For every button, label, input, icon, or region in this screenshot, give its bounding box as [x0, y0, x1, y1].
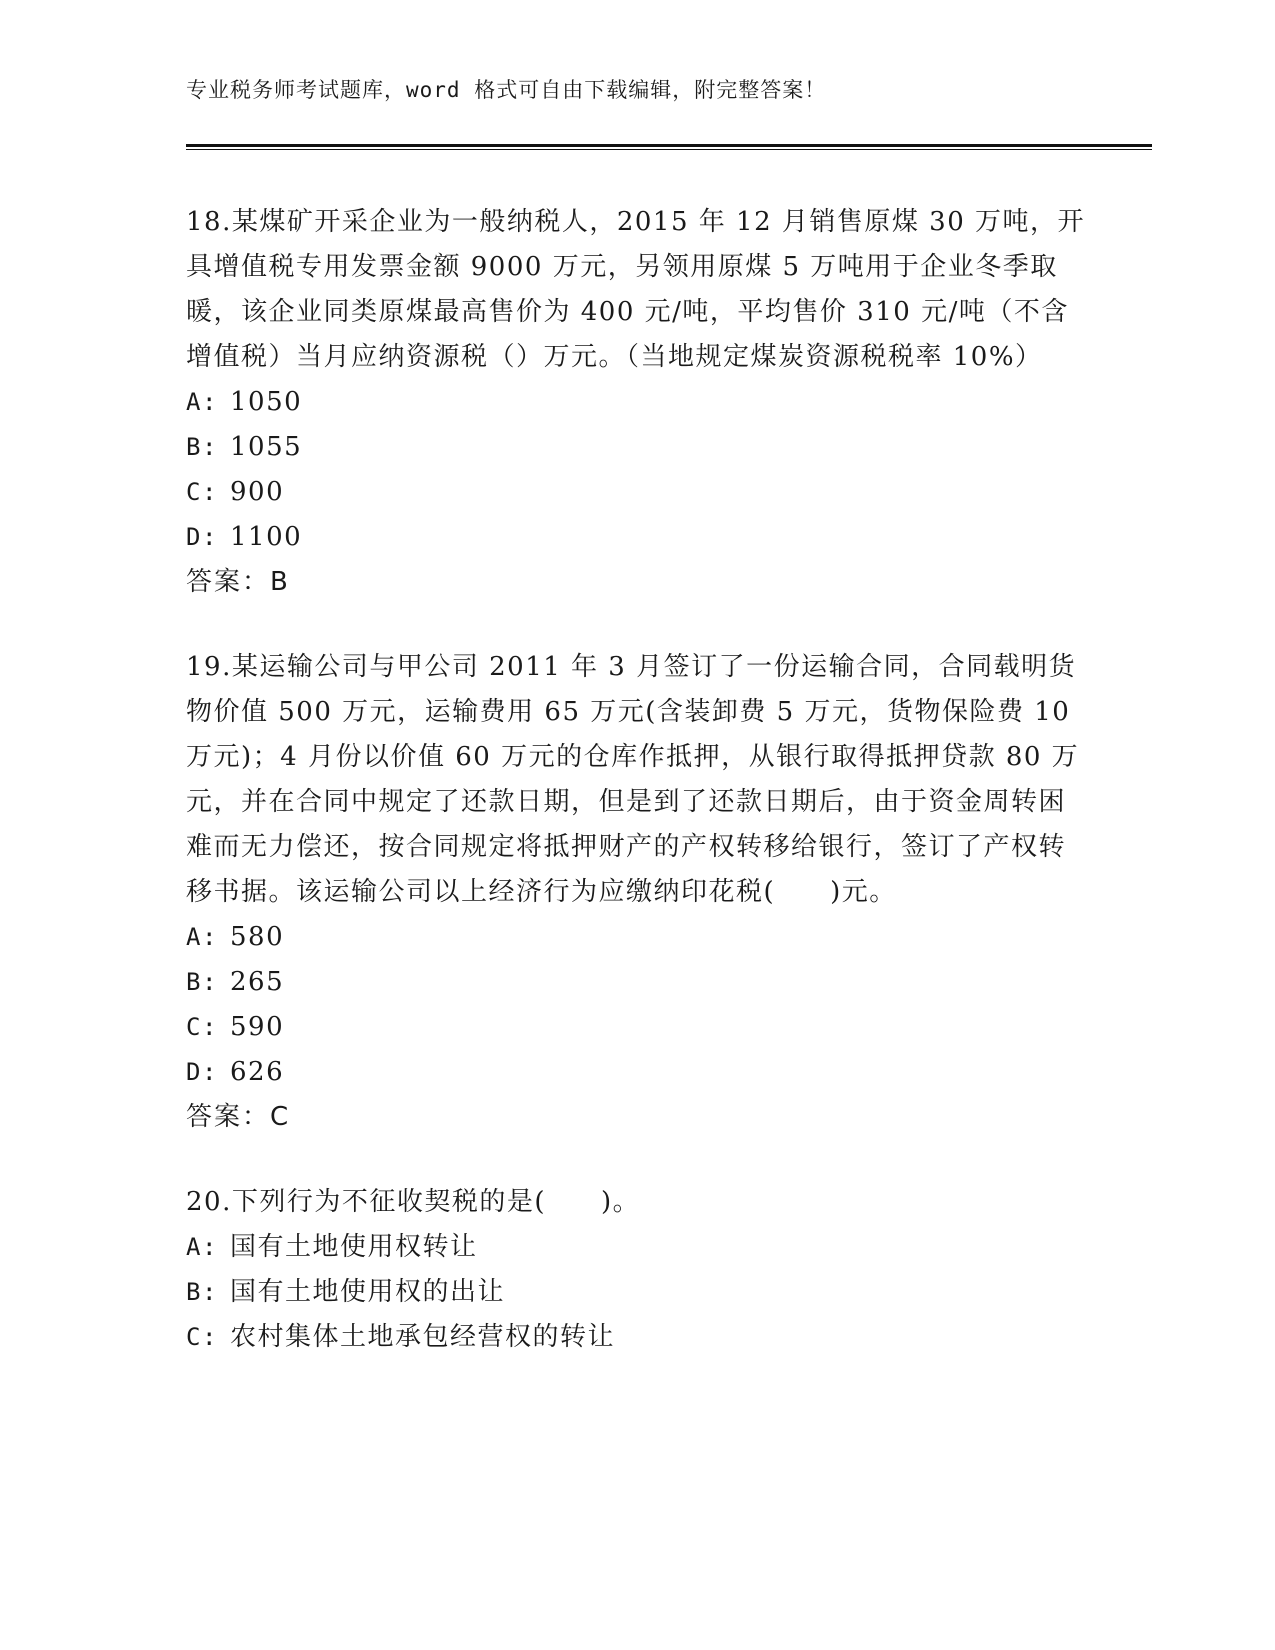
option-value: 1100: [230, 522, 303, 552]
option-letter: A:: [186, 923, 218, 951]
header-divider-thin: [186, 149, 1152, 150]
option-value: 580: [230, 922, 285, 952]
question-text: 19.某运输公司与甲公司 2011 年 3 月签订了一份运输合同，合同载明货物价值 500 万元，运输费用 65 万元(含装卸费 5 万元，货物保险费 10 万元)；4 月份以价值 60 万元的仓库作抵押，从银行取得抵押贷款 80 万元，并在合同中规定了还款日期，但是到了还款日期后，由于资金周转困难而无力偿还，按合同规定将抵押财产的产权转移给银行，签订了产权转移书据。该运输公司以上经济行为应缴纳印花税( )元。: [186, 652, 1080, 907]
question-18: [186, 200, 1086, 605]
option-letter: B:: [186, 968, 218, 996]
question-20: [186, 1180, 1086, 1360]
option-value: 590: [230, 1012, 285, 1042]
option-value: 1050: [230, 387, 303, 417]
option-letter: B:: [186, 1278, 218, 1306]
option-letter: D:: [186, 523, 218, 551]
option-d: [186, 1050, 1086, 1095]
option-value: 国有土地使用权转让: [230, 1232, 478, 1262]
option-letter: B:: [186, 433, 218, 461]
option-letter: C:: [186, 1013, 218, 1041]
option-d: [186, 515, 1086, 560]
option-value: 1055: [230, 432, 303, 462]
option-a: [186, 1225, 1086, 1270]
option-letter: D:: [186, 1058, 218, 1086]
option-b: [186, 425, 1086, 470]
option-b: [186, 960, 1086, 1005]
option-c: [186, 1005, 1086, 1050]
option-value: 265: [230, 967, 285, 997]
option-letter: C:: [186, 478, 218, 506]
answer-label: 答案：C: [186, 1102, 291, 1132]
option-c: [186, 470, 1086, 515]
option-value: 900: [230, 477, 285, 507]
option-a: [186, 915, 1086, 960]
option-value: 国有土地使用权的出让: [230, 1277, 506, 1307]
option-b: [186, 1270, 1086, 1315]
answer-label: 答案：B: [186, 567, 290, 597]
option-value: 农村集体土地承包经营权的转让: [230, 1322, 616, 1352]
option-a: [186, 380, 1086, 425]
question-text: 18.某煤矿开采企业为一般纳税人，2015 年 12 月销售原煤 30 万吨，开具增值税专用发票金额 9000 万元，另领用原煤 5 万吨用于企业冬季取暖，该企业同类原煤最高售价为 400 元/吨，平均售价 310 元/吨（不含增值税）当月应纳资源税（）万元。（当地规定煤炭资源税税率 10%）: [186, 207, 1086, 372]
option-letter: A:: [186, 1233, 218, 1261]
question-list: [186, 200, 1086, 1400]
option-c: [186, 1315, 1086, 1360]
page-header: 专业税务师考试题库，word 格式可自由下载编辑，附完整答案！: [186, 78, 827, 102]
question-text: 20.下列行为不征收契税的是( )。: [186, 1187, 641, 1217]
question-19: [186, 645, 1086, 1140]
option-letter: C:: [186, 1323, 218, 1351]
header-divider-thick: [186, 144, 1152, 147]
option-letter: A:: [186, 388, 218, 416]
option-value: 626: [230, 1057, 285, 1087]
